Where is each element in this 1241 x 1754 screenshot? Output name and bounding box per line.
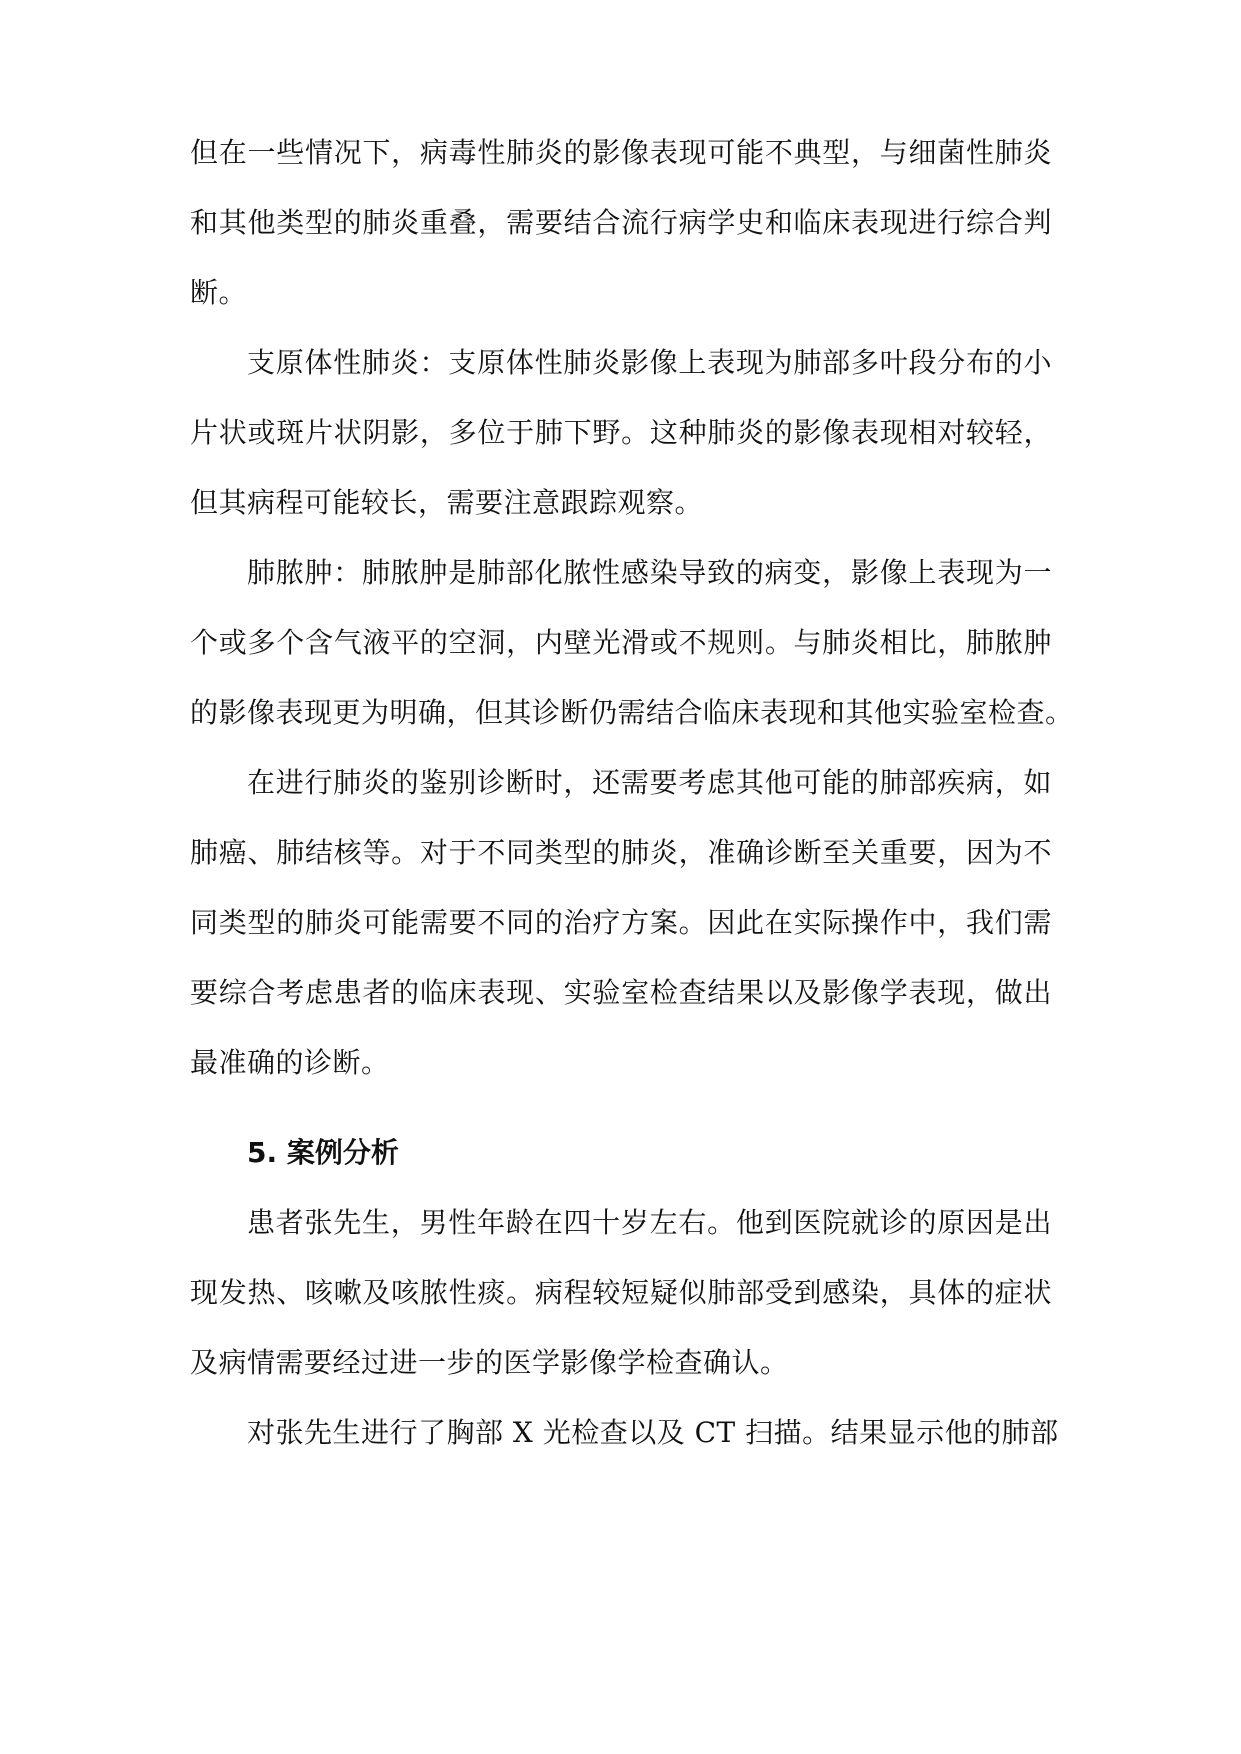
paragraph-line: 的影像表现更为明确，但其诊断仍需结合临床表现和其他实验室检查。 xyxy=(190,696,1074,729)
paragraph-line: 及病情需要经过进一步的医学影像学检查确认。 xyxy=(190,1346,789,1379)
paragraph-line: 对张先生进行了胸部 X 光检查以及 CT 扫描。结果显示他的肺部 xyxy=(247,1416,1059,1449)
paragraph-line: 支原体性肺炎：支原体性肺炎影像上表现为肺部多叶段分布的小 xyxy=(247,346,1052,379)
paragraph-line: 断。 xyxy=(190,276,248,309)
paragraph-line: 和其他类型的肺炎重叠，需要结合流行病学史和临床表现进行综合判 xyxy=(190,206,1052,239)
paragraph-line: 最准确的诊断。 xyxy=(190,1046,390,1079)
paragraph-line: 但在一些情况下，病毒性肺炎的影像表现可能不典型，与细菌性肺炎 xyxy=(190,136,1052,169)
paragraph-line: 片状或斑片状阴影，多位于肺下野。这种肺炎的影像表现相对较轻， xyxy=(190,416,1052,449)
paragraph-line: 肺脓肿：肺脓肿是肺部化脓性感染导致的病变，影像上表现为一 xyxy=(247,556,1052,589)
paragraph-line: 肺癌、肺结核等。对于不同类型的肺炎，准确诊断至关重要，因为不 xyxy=(190,836,1052,869)
paragraph-line: 同类型的肺炎可能需要不同的治疗方案。因此在实际操作中，我们需 xyxy=(190,906,1052,939)
paragraph-line: 现发热、咳嗽及咳脓性痰。病程较短疑似肺部受到感染，具体的症状 xyxy=(190,1276,1052,1309)
paragraph-line: 患者张先生，男性年龄在四十岁左右。他到医院就诊的原因是出 xyxy=(247,1206,1052,1239)
paragraph-line: 但其病程可能较长，需要注意跟踪观察。 xyxy=(190,486,704,519)
paragraph-line: 个或多个含气液平的空洞，内壁光滑或不规则。与肺炎相比，肺脓肿 xyxy=(190,626,1052,659)
section-heading: 5. 案例分析 xyxy=(247,1136,399,1169)
paragraph-line: 在进行肺炎的鉴别诊断时，还需要考虑其他可能的肺部疾病，如 xyxy=(247,766,1052,799)
paragraph-line: 要综合考虑患者的临床表现、实验室检查结果以及影像学表现，做出 xyxy=(190,976,1052,1009)
